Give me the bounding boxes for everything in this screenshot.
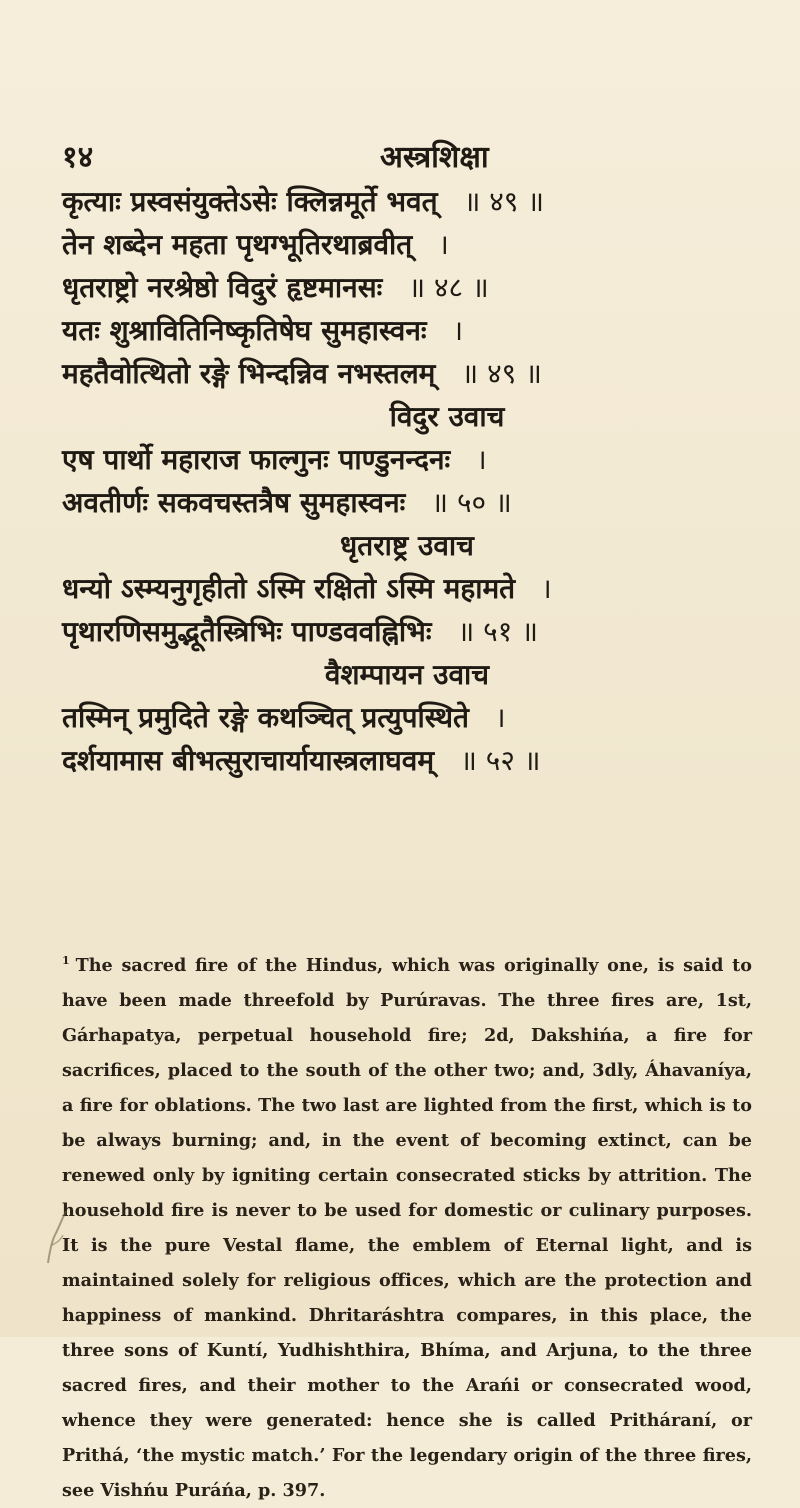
verse-number: । — [452, 314, 464, 347]
page-number: १४ — [62, 140, 94, 175]
verse-number: ॥ ४८ ॥ — [408, 271, 489, 304]
ink-smudge-mark — [40, 1205, 70, 1265]
verse-text: तस्मिन् प्रमुदिते रङ्गे कथञ्चित् प्रत्युपस्थिते — [62, 701, 469, 734]
running-title: अस्त्रशिक्षा — [380, 140, 489, 175]
speaker-heading: धृतराष्ट्र उवाच — [340, 529, 474, 562]
verse-number: ॥ ५२ ॥ — [460, 744, 541, 777]
verse-text: यतः शुश्रावितिनिष्कृतिषेघ सुमहास्वनः — [62, 314, 427, 347]
verse-number: । — [438, 228, 449, 261]
speaker-heading: विदुर उवाच — [389, 400, 505, 433]
verse-number: ॥ ५१ ॥ — [457, 615, 538, 648]
verse-text: धृतराष्ट्रो नरश्रेष्ठो विदुरं हृष्टमानसः — [62, 271, 383, 304]
verse-block — [62, 178, 752, 780]
footnote-text: The sacred fire of the Hindus, which was originally one, is said to have been made threefold by Purúravas. The three fires are, 1st, Gárhapatya, perpetual household fire; 2d, Dakshińa, a fire for sacrifices, placed to the south of the other two; and, 3dly, Áhavaníya, a fire for oblations. The two last are lighted from the first, which is to be always burning; and, in the event of becoming extinct, can be renewed only by igniting certain consecrated sticks by attrition. The household fire is never to be used for domestic or culinary purposes. It is the pure Vestal flame, the emblem of Eternal light, and is maintained solely for religious offices, which are the protection and happiness of mankind. Dhritaráshtra compares, in this place, the three sons of Kuntí, Yudhishthira, Bhíma, and Arjuna, to the three sacred fires, and their mother to the Arańi or consecrated wood, whence they were generated: hence she is called Pritháraní, or Prithá, ‘the mystic match.’ For the legendary origin of the three fires, see Vishńu Puráńa, p. 397. — [62, 954, 752, 1501]
verse-number: । — [476, 443, 487, 476]
verse-line — [62, 441, 752, 479]
verse-number: ॥ ४९ ॥ — [461, 357, 542, 390]
page-header — [62, 135, 740, 175]
verse-text: महतैवोत्थितो रङ्गे भिन्दन्निव नभस्तलम् — [62, 357, 436, 390]
verse-number: ॥ ४९ ॥ — [463, 185, 545, 218]
speaker-heading: वैशम्पायन उवाच — [324, 658, 490, 691]
verse-line — [62, 742, 752, 780]
verse-line — [62, 484, 752, 522]
verse-text: दर्शयामास बीभत्सुराचार्यायास्त्रलाघवम् — [62, 744, 435, 777]
verse-line — [62, 312, 752, 350]
verse-line — [62, 226, 752, 264]
verse-line — [62, 699, 752, 737]
footnote-marker: 1 — [62, 954, 70, 967]
verse-number: । — [494, 701, 506, 734]
verse-line — [62, 613, 752, 651]
verse-number: ॥ ५० ॥ — [431, 486, 512, 519]
verse-text: एष पार्थो महाराज फाल्गुनः पाण्डुनन्दनः — [62, 443, 451, 476]
footnote — [62, 943, 752, 1508]
verse-text: तेन शब्देन महता पृथग्भूतिरथाब्रवीत् — [62, 228, 413, 261]
verse-line — [62, 269, 752, 307]
verse-line — [62, 570, 752, 608]
verse-line — [62, 183, 752, 221]
verse-text: धन्यो ऽस्म्यनुगृहीतो ऽस्मि रक्षितो ऽस्मि महामते — [62, 572, 516, 605]
verse-text: अवतीर्णः सकवचस्तत्रैष सुमहास्वनः — [62, 486, 406, 519]
verse-text: पृथारणिसमुद्भूतैस्त्रिभिः पाण्डववह्निभिः — [62, 615, 432, 648]
verse-text: कृत्याः प्रस्वसंयुक्तेऽसेः क्लिन्नमूर्ते भवत् — [62, 185, 438, 218]
verse-number: । — [541, 572, 552, 605]
verse-line — [62, 355, 752, 393]
